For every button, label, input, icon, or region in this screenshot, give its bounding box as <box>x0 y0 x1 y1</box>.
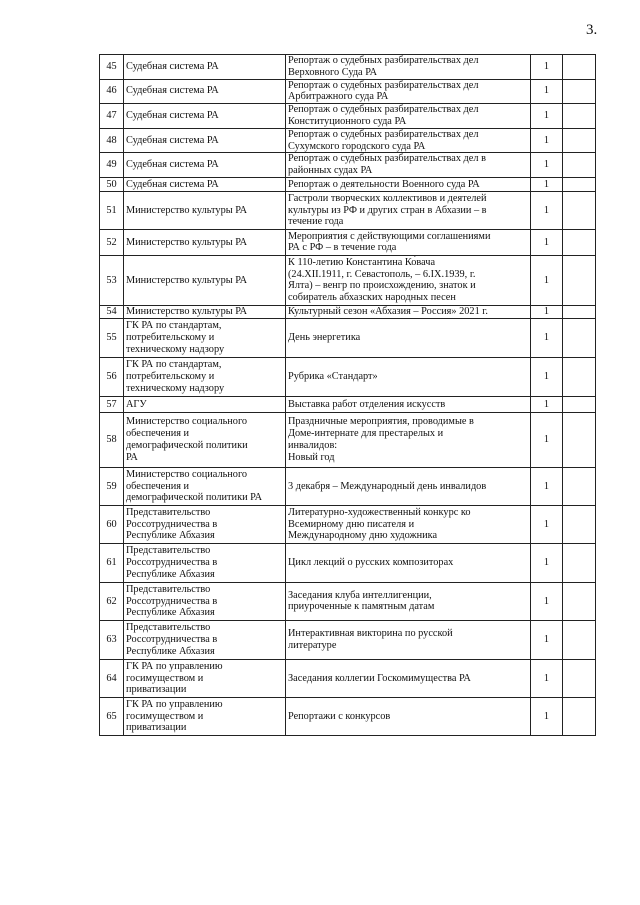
organization-cell: ГК РА по стандартам, потребительскому и техническому надзору <box>124 357 286 396</box>
organization-cell: Судебная система РА <box>124 79 286 104</box>
row-number: 48 <box>100 128 124 153</box>
organization-cell: Судебная система РА <box>124 177 286 191</box>
row-number: 63 <box>100 620 124 659</box>
table-row <box>100 305 596 318</box>
event-cell: 3 декабря – Международный день инвалидов <box>286 467 531 505</box>
empty-cell <box>563 318 596 357</box>
count-cell: 1 <box>531 505 563 543</box>
event-cell: Цикл лекций о русских композиторах <box>286 543 531 582</box>
event-cell: К 110-летию Константина Ко́вача (24.XII.1911, г. Севастополь, – 6.IX.1939, г. Ялта) – венгр по происхождению, знаток и собиратель абхазских народных песен <box>286 255 531 305</box>
count-cell: 1 <box>531 305 563 318</box>
page-number: 3. <box>586 22 598 38</box>
event-cell: Репортаж о судебных разбирательствах дел в районных судах РА <box>286 153 531 178</box>
row-number: 59 <box>100 467 124 505</box>
organization-cell: Судебная система РА <box>124 153 286 178</box>
table-row <box>100 229 596 255</box>
organization-cell: Министерство культуры РА <box>124 229 286 255</box>
event-cell: Репортажи с конкурсов <box>286 697 531 735</box>
event-cell: Репортаж о судебных разбирательствах дел Арбитражного суда РА <box>286 79 531 104</box>
event-cell: Мероприятия с действующими соглашениями РА с РФ – в течение года <box>286 229 531 255</box>
row-number: 54 <box>100 305 124 318</box>
organization-cell: АГУ <box>124 396 286 412</box>
count-cell: 1 <box>531 104 563 129</box>
table-body <box>100 55 596 736</box>
count-cell: 1 <box>531 412 563 467</box>
table-row <box>100 128 596 153</box>
empty-cell <box>563 357 596 396</box>
count-cell: 1 <box>531 357 563 396</box>
table-row <box>100 543 596 582</box>
count-cell: 1 <box>531 543 563 582</box>
event-cell: Репортаж о деятельности Военного суда РА <box>286 177 531 191</box>
empty-cell <box>563 659 596 697</box>
schedule-table <box>99 54 596 736</box>
empty-cell <box>563 153 596 178</box>
count-cell: 1 <box>531 396 563 412</box>
count-cell: 1 <box>531 177 563 191</box>
count-cell: 1 <box>531 318 563 357</box>
event-cell: Интерактивная викторина по русской литературе <box>286 620 531 659</box>
organization-cell: Министерство культуры РА <box>124 305 286 318</box>
organization-cell: Представительство Россотрудничества в Республике Абхазия <box>124 582 286 620</box>
event-cell: Выставка работ отделения искусств <box>286 396 531 412</box>
organization-cell: Представительство Россотрудничества в Республике Абхазия <box>124 543 286 582</box>
row-number: 52 <box>100 229 124 255</box>
event-cell: Гастроли творческих коллективов и деятелей культуры из РФ и других стран в Абхазии – в течение года <box>286 191 531 229</box>
row-number: 56 <box>100 357 124 396</box>
organization-cell: Судебная система РА <box>124 55 286 80</box>
row-number: 64 <box>100 659 124 697</box>
count-cell: 1 <box>531 229 563 255</box>
event-cell: Праздничные мероприятия, проводимые в Доме-интернате для престарелых и инвалидов: Новый год <box>286 412 531 467</box>
row-number: 60 <box>100 505 124 543</box>
table-row <box>100 697 596 735</box>
empty-cell <box>563 229 596 255</box>
empty-cell <box>563 104 596 129</box>
empty-cell <box>563 191 596 229</box>
row-number: 51 <box>100 191 124 229</box>
empty-cell <box>563 412 596 467</box>
organization-cell: Министерство культуры РА <box>124 255 286 305</box>
empty-cell <box>563 543 596 582</box>
table-row <box>100 104 596 129</box>
table-row <box>100 620 596 659</box>
row-number: 45 <box>100 55 124 80</box>
empty-cell <box>563 582 596 620</box>
empty-cell <box>563 177 596 191</box>
organization-cell: Представительство Россотрудничества в Республике Абхазия <box>124 505 286 543</box>
count-cell: 1 <box>531 582 563 620</box>
row-number: 50 <box>100 177 124 191</box>
row-number: 65 <box>100 697 124 735</box>
organization-cell: ГК РА по управлению госимуществом и приватизации <box>124 697 286 735</box>
organization-cell: Судебная система РА <box>124 104 286 129</box>
organization-cell: ГК РА по управлению госимуществом и приватизации <box>124 659 286 697</box>
row-number: 47 <box>100 104 124 129</box>
count-cell: 1 <box>531 191 563 229</box>
empty-cell <box>563 505 596 543</box>
table-row <box>100 318 596 357</box>
empty-cell <box>563 255 596 305</box>
organization-cell: Министерство социального обеспечения и демографической политики РА <box>124 467 286 505</box>
row-number: 46 <box>100 79 124 104</box>
event-cell: Литературно-художественный конкурс ко Всемирному дню писателя и Международному дню художника <box>286 505 531 543</box>
table-row <box>100 412 596 467</box>
event-cell: Заседания коллегии Госкомимущества РА <box>286 659 531 697</box>
count-cell: 1 <box>531 55 563 80</box>
count-cell: 1 <box>531 659 563 697</box>
table-row <box>100 659 596 697</box>
empty-cell <box>563 79 596 104</box>
table-row <box>100 255 596 305</box>
row-number: 61 <box>100 543 124 582</box>
event-cell: Культурный сезон «Абхазия – Россия» 2021 г. <box>286 305 531 318</box>
event-cell: Репортаж о судебных разбирательствах дел Верховного Суда РА <box>286 55 531 80</box>
organization-cell: Представительство Россотрудничества в Республике Абхазия <box>124 620 286 659</box>
table-row <box>100 153 596 178</box>
row-number: 53 <box>100 255 124 305</box>
count-cell: 1 <box>531 79 563 104</box>
empty-cell <box>563 305 596 318</box>
table-row <box>100 55 596 80</box>
organization-cell: Министерство социального обеспечения и демографической политики РА <box>124 412 286 467</box>
table-row <box>100 467 596 505</box>
table-row <box>100 177 596 191</box>
count-cell: 1 <box>531 697 563 735</box>
table-row <box>100 357 596 396</box>
organization-cell: Министерство культуры РА <box>124 191 286 229</box>
empty-cell <box>563 620 596 659</box>
empty-cell <box>563 467 596 505</box>
count-cell: 1 <box>531 255 563 305</box>
count-cell: 1 <box>531 620 563 659</box>
table-row <box>100 505 596 543</box>
row-number: 55 <box>100 318 124 357</box>
table-row <box>100 191 596 229</box>
row-number: 58 <box>100 412 124 467</box>
event-cell: Репортаж о судебных разбирательствах дел Конституционного суда РА <box>286 104 531 129</box>
empty-cell <box>563 55 596 80</box>
row-number: 62 <box>100 582 124 620</box>
event-cell: День энергетика <box>286 318 531 357</box>
organization-cell: Судебная система РА <box>124 128 286 153</box>
row-number: 57 <box>100 396 124 412</box>
table-row <box>100 79 596 104</box>
table-row <box>100 396 596 412</box>
empty-cell <box>563 128 596 153</box>
table-row <box>100 582 596 620</box>
organization-cell: ГК РА по стандартам, потребительскому и техническому надзору <box>124 318 286 357</box>
count-cell: 1 <box>531 467 563 505</box>
event-cell: Рубрика «Стандарт» <box>286 357 531 396</box>
empty-cell <box>563 396 596 412</box>
count-cell: 1 <box>531 128 563 153</box>
event-cell: Заседания клуба интеллигенции, приуроченные к памятным датам <box>286 582 531 620</box>
count-cell: 1 <box>531 153 563 178</box>
event-cell: Репортаж о судебных разбирательствах дел Сухумского городского суда РА <box>286 128 531 153</box>
empty-cell <box>563 697 596 735</box>
row-number: 49 <box>100 153 124 178</box>
